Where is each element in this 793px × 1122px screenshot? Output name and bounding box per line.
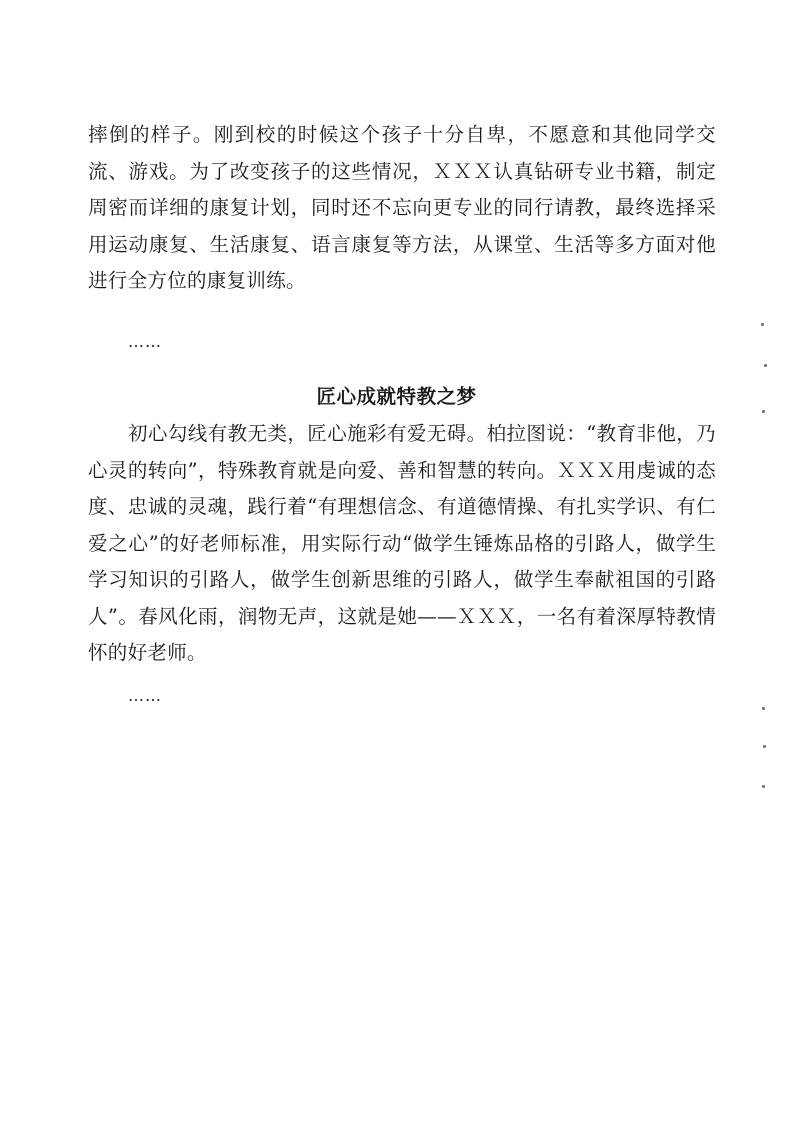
- scan-speck: [762, 410, 765, 413]
- scan-speck: [763, 745, 766, 748]
- scan-speck: [764, 364, 767, 367]
- ellipsis-1: ……: [128, 332, 162, 351]
- body-paragraph-2: 初心勾线有教无类，匠心施彩有爱无碍。柏拉图说：“教育非他，乃心灵的转向”，特殊教育就是向爱、善和智慧的转向。ＸＸＸ用虔诚的态度、忠诚的灵魂，践行着“有理想信念、有道德情操、有扎实学识、有仁爱之心”的好老师标准，用实际行动“做学生锤炼品格的引路人，做学生学习知识的引路人，做学生创新思维的引路人，做学生奉献祖国的引路人”。春风化雨，润物无声，这就是她——ＸＸＸ，一名有着深厚特教情怀的好老师。: [88, 422, 716, 664]
- scan-speck: [762, 707, 765, 710]
- scan-speck: [761, 323, 764, 326]
- section-title: 匠心成就特教之梦: [316, 385, 477, 408]
- ellipsis-2: ……: [128, 686, 162, 705]
- body-paragraph-1: 摔倒的样子。刚到校的时候这个孩子十分自卑，不愿意和其他同学交流、游戏。为了改变孩子的这些情况，ＸＸＸ认真钻研专业书籍，制定周密而详细的康复计划，同时还不忘向更专业的同行请教，最终选择采用运动康复、生活康复、语言康复等方法，从课堂、生活等多方面对他进行全方位的康复训练。: [88, 123, 716, 292]
- scan-speck: [762, 785, 765, 788]
